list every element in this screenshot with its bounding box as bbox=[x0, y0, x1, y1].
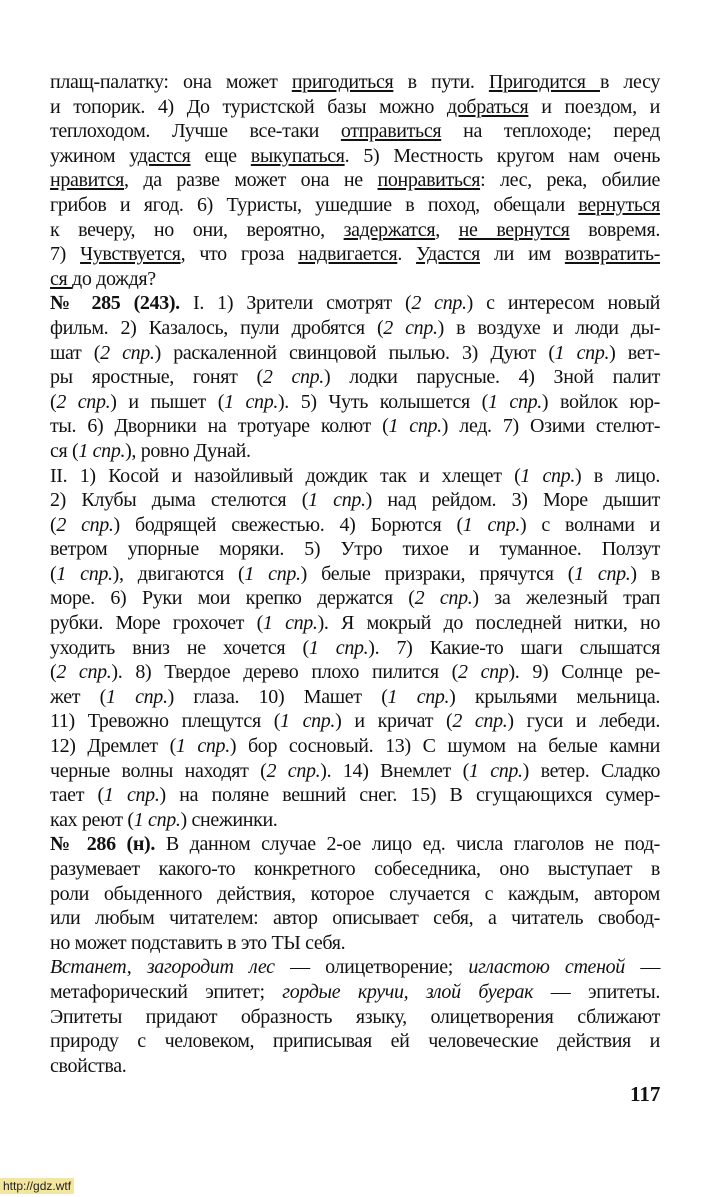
italic-text: 1 спр. bbox=[224, 390, 278, 413]
text-run: ) крыльями мельница. bbox=[449, 685, 660, 708]
text-run: или любым читателем: автор описывает себя, а читатель свобод- bbox=[50, 907, 660, 930]
text-line bbox=[50, 709, 660, 734]
text-line bbox=[50, 759, 660, 784]
italic-text: 1 спр. bbox=[554, 341, 610, 364]
text-line bbox=[50, 365, 660, 390]
text-run: ) раскаленной свинцовой пылью. 3) Дуют ( bbox=[154, 341, 555, 364]
underlined-verb: ся bbox=[50, 267, 73, 290]
text-run: В данном случае 2-ое лицо ед. числа глаголов не под- bbox=[155, 833, 660, 856]
text-run: ) лед. 7) Озими стелют- bbox=[441, 415, 661, 438]
underlined-verb: Чувствуется bbox=[80, 243, 181, 266]
text-run: черные волны находят ( bbox=[50, 759, 267, 782]
text-run: море. 6) Руки мои крепко держатся ( bbox=[50, 587, 415, 610]
text-line bbox=[50, 341, 660, 366]
text-line bbox=[50, 1005, 660, 1030]
text-line bbox=[50, 439, 660, 464]
text-run: ) в bbox=[630, 562, 661, 585]
italic-text: 2 спр. bbox=[414, 587, 473, 610]
text-line bbox=[50, 857, 660, 882]
text-run: ) белые призраки, прячутся ( bbox=[300, 562, 575, 585]
text-line bbox=[50, 267, 660, 292]
text-run: 2) Клубы дыма стелются ( bbox=[50, 489, 309, 512]
italic-text: 1 спр. bbox=[56, 562, 113, 585]
text-run: ) гуси и лебеди. bbox=[507, 710, 661, 733]
italic-text: 1 спр. bbox=[175, 735, 230, 758]
text-line bbox=[50, 955, 660, 980]
text-line bbox=[50, 513, 660, 538]
text-run: к вечеру, но они, вероятно, bbox=[50, 218, 344, 241]
text-line bbox=[50, 144, 660, 169]
italic-text: 1 спр. bbox=[78, 439, 126, 462]
text-run: фильм. 2) Казалось, пули дробятся ( bbox=[50, 316, 384, 339]
text-run: ры яростные, гонят ( bbox=[50, 366, 263, 389]
text-run: ( bbox=[50, 661, 57, 684]
text-run: I. 1) Зрители смотрят ( bbox=[179, 292, 412, 315]
text-line bbox=[50, 291, 660, 316]
text-line bbox=[50, 882, 660, 907]
text-line bbox=[50, 95, 660, 120]
text-run: но может подставить в это ТЫ себя. bbox=[50, 931, 346, 954]
italic-text: 1 спр. bbox=[387, 685, 450, 708]
italic-text: 2 спр. bbox=[411, 292, 467, 315]
text-run: жет ( bbox=[50, 685, 106, 708]
text-run: — олицетворение; bbox=[274, 956, 469, 979]
text-run: , bbox=[435, 218, 459, 241]
text-run: ) бодрящей свежестью. 4) Борются ( bbox=[113, 513, 463, 536]
text-run: шат ( bbox=[50, 341, 101, 364]
italic-text: 1 спр. bbox=[462, 513, 520, 536]
text-run: ) ветер. Сладко bbox=[522, 759, 661, 782]
text-line bbox=[50, 464, 660, 489]
italic-text: 2 спр. bbox=[452, 710, 508, 733]
text-run: 7) bbox=[50, 243, 81, 266]
text-run: грибов и ягод. 6) Туристы, ушедшие в поход, обещали bbox=[50, 193, 579, 216]
text-run: в лесу bbox=[599, 71, 660, 93]
text-line bbox=[50, 1029, 660, 1054]
text-line bbox=[50, 70, 660, 95]
text-run: ) и пышет ( bbox=[110, 390, 225, 413]
text-line bbox=[50, 611, 660, 636]
text-run: природу с человеком, приписывая ей человеческие действия и bbox=[50, 1030, 660, 1053]
text-run: — эпитеты. bbox=[533, 980, 661, 1003]
italic-text: 1 спр. bbox=[244, 562, 301, 585]
italic-text: 1 спр. bbox=[133, 808, 181, 831]
text-run: ) лодки парусные. 4) Зной палит bbox=[323, 366, 661, 389]
text-line bbox=[50, 931, 660, 956]
text-run: ся ( bbox=[50, 439, 79, 462]
text-run: ). 8) Твердое дерево плохо пилится ( bbox=[111, 661, 458, 684]
text-line bbox=[50, 980, 660, 1005]
text-line bbox=[50, 808, 660, 833]
text-line bbox=[50, 660, 660, 685]
italic-text: 1 спр. bbox=[103, 784, 160, 807]
underlined-verb: Пригодится bbox=[488, 71, 600, 93]
text-run: плащ-палатку: она может bbox=[50, 71, 292, 93]
footer-link[interactable]: http://gdz.wtf bbox=[0, 1178, 74, 1194]
text-run: еще bbox=[190, 144, 251, 167]
text-run: ужином bbox=[50, 144, 130, 167]
text-line bbox=[50, 119, 660, 144]
text-run: . 5) Местность кругом нам очень bbox=[344, 144, 660, 167]
text-line bbox=[50, 832, 660, 857]
text-run: ( bbox=[50, 390, 57, 413]
underlined-verb: отправиться bbox=[340, 120, 442, 143]
underlined-verb: нравится bbox=[50, 169, 124, 192]
text-run: , да разве может она не bbox=[124, 169, 378, 192]
text-line bbox=[50, 1054, 660, 1079]
text-line bbox=[50, 562, 660, 587]
exercise-number: № 286 (н). bbox=[50, 833, 156, 856]
italic-text: 1 спр. bbox=[487, 390, 542, 413]
italic-text: 2 спр bbox=[457, 661, 509, 684]
text-line bbox=[50, 242, 660, 267]
exercise-number: № 285 (243). bbox=[50, 292, 180, 315]
text-run: тает ( bbox=[50, 784, 104, 807]
text-run: ). 7) Какие-то шаги слышатся bbox=[368, 636, 660, 659]
text-line bbox=[50, 193, 660, 218]
italic-text: 1 спр. bbox=[468, 759, 523, 782]
text-line bbox=[50, 636, 660, 661]
text-run: ) войлок юр- bbox=[541, 390, 660, 413]
italic-text: 2 спр. bbox=[56, 390, 111, 413]
italic-text: Встанет, загородит лес bbox=[50, 956, 275, 979]
text-run: разумевает какого-то конкретного собеседника, оно выступает в bbox=[50, 858, 660, 880]
text-run: вовремя. bbox=[569, 218, 660, 241]
text-line bbox=[50, 390, 660, 415]
text-run: ) с интересом новый bbox=[466, 292, 661, 315]
text-run: ). Я мокрый до последней нитки, но bbox=[317, 612, 660, 635]
italic-text: гордые кручи, злой буерак bbox=[282, 980, 534, 1003]
text-run: . bbox=[397, 243, 417, 266]
text-run: метафорический эпитет; bbox=[50, 980, 283, 1003]
text-line bbox=[50, 685, 660, 710]
italic-text: 2 спр. bbox=[56, 661, 112, 684]
text-run: ), двигаются ( bbox=[112, 562, 245, 585]
italic-text: игластою стеной bbox=[468, 956, 625, 979]
italic-text: 2 спр. bbox=[100, 341, 155, 364]
text-run: ( bbox=[50, 513, 57, 536]
text-run: , что гроза bbox=[180, 243, 299, 266]
text-run: роли обыденного действия, которое случается с каждым, автором bbox=[50, 882, 660, 905]
underlined-verb: надвигается bbox=[298, 243, 398, 266]
italic-text: 2 спр. bbox=[383, 316, 438, 339]
text-run: ) вет- bbox=[609, 341, 660, 364]
page-number: 117 bbox=[630, 1082, 661, 1106]
italic-text: 1 спр. bbox=[280, 710, 336, 733]
text-run: ты. 6) Дворники на тротуаре колют ( bbox=[50, 415, 389, 438]
text-run: ). 5) Чуть колышется ( bbox=[278, 390, 488, 413]
text-run: ) над рейдом. 3) Море дышит bbox=[365, 489, 660, 512]
text-run: свойства. bbox=[50, 1054, 127, 1077]
text-run: ) за железный трап bbox=[472, 587, 661, 610]
underlined-verb: задержатся bbox=[343, 218, 436, 241]
text-line bbox=[50, 783, 660, 808]
text-run: ) бор сосновый. 13) С шумом на белые камни bbox=[229, 735, 660, 758]
underlined-verb: возвратить- bbox=[564, 243, 660, 266]
text-run: и топорик. 4) До туристской базы можно bbox=[50, 95, 447, 118]
underlined-verb: пригодиться bbox=[291, 71, 394, 93]
text-run: ). 14) Внемлет ( bbox=[320, 759, 469, 782]
text-line bbox=[50, 906, 660, 931]
text-line bbox=[50, 537, 660, 562]
italic-text: 1 спр. bbox=[388, 415, 442, 438]
text-run: в пути. bbox=[393, 71, 489, 93]
document-body bbox=[50, 70, 660, 1078]
text-run: ли им bbox=[479, 243, 565, 266]
text-run: ) в лицо. bbox=[574, 464, 660, 487]
text-run: теплоходом. Лучше все-таки bbox=[50, 120, 341, 143]
text-run: уходить вниз не хочется ( bbox=[50, 636, 309, 659]
text-run: 11) Тревожно плещутся ( bbox=[50, 710, 281, 733]
text-run: — bbox=[624, 956, 660, 979]
italic-text: 1 спр. bbox=[105, 685, 168, 708]
text-run: ках реют ( bbox=[50, 808, 134, 831]
text-line bbox=[50, 414, 660, 439]
italic-text: 1 спр. bbox=[262, 612, 318, 635]
underlined-verb: добраться bbox=[446, 95, 529, 118]
text-run: II. 1) Косой и назойливый дождик так и хлещет ( bbox=[50, 464, 521, 487]
text-run: до дождя? bbox=[72, 267, 156, 290]
italic-text: 2 спр. bbox=[56, 513, 114, 536]
italic-text: 1 спр. bbox=[308, 636, 369, 659]
italic-text: 1 спр. bbox=[520, 464, 575, 487]
text-run: ) на поляне вешний снег. 15) В сгущающихся сумер- bbox=[159, 784, 660, 807]
text-run: ) с волнами и bbox=[520, 513, 661, 536]
text-line bbox=[50, 168, 660, 193]
text-run: ) снежинки. bbox=[180, 808, 278, 831]
text-run: ), ровно Дунай. bbox=[125, 439, 251, 462]
italic-text: 1 спр. bbox=[574, 562, 631, 585]
underlined-verb: вернуться bbox=[578, 193, 660, 216]
text-run: ) глаза. 10) Машет ( bbox=[167, 685, 388, 708]
text-line bbox=[50, 734, 660, 759]
italic-text: 1 спр. bbox=[308, 489, 366, 512]
underlined-verb: не вернутся bbox=[458, 218, 570, 241]
text-run: ( bbox=[50, 562, 57, 585]
text-run: ). 9) Солнце ре- bbox=[508, 661, 660, 684]
italic-text: 2 спр. bbox=[262, 366, 324, 389]
text-run: ветром упорные моряки. 5) Утро тихое и туманное. Ползут bbox=[50, 538, 660, 561]
italic-text: 2 спр. bbox=[266, 759, 321, 782]
text-run: : лес, река, обилие bbox=[480, 169, 661, 192]
text-run: на теплоходе; перед bbox=[441, 120, 660, 143]
underlined-verb: удастся bbox=[129, 144, 191, 167]
text-run: ) и кричат ( bbox=[335, 710, 453, 733]
text-run: Эпитеты придают образность языку, олицетворения сближают bbox=[50, 1005, 660, 1028]
underlined-verb: выкупаться bbox=[250, 144, 345, 167]
text-run: рубки. Море грохочет ( bbox=[50, 612, 263, 635]
text-line bbox=[50, 316, 660, 341]
underlined-verb: понравиться bbox=[377, 169, 481, 192]
text-line bbox=[50, 488, 660, 513]
text-line bbox=[50, 218, 660, 243]
underlined-verb: Удастся bbox=[416, 243, 480, 266]
text-line bbox=[50, 586, 660, 611]
text-run: ) в воздухе и люди ды- bbox=[437, 316, 660, 339]
text-run: и поездом, и bbox=[528, 95, 660, 118]
text-run: 12) Дремлет ( bbox=[50, 735, 176, 758]
